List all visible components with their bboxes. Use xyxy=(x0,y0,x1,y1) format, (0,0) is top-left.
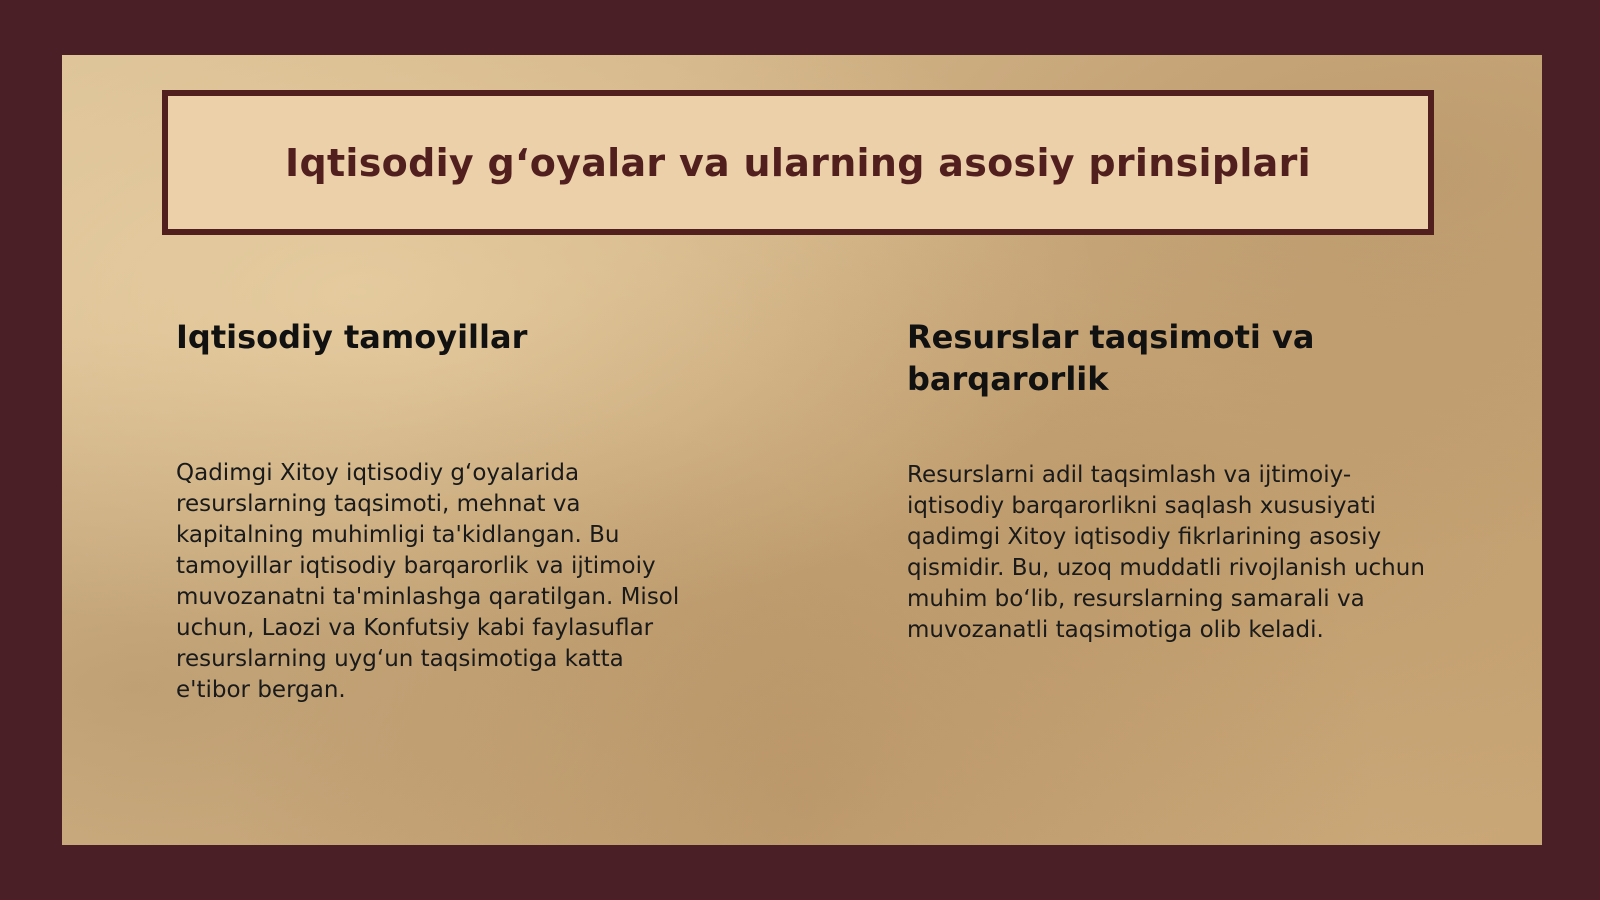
left-column-heading: Iqtisodiy tamoyillar xyxy=(176,318,528,356)
slide-canvas xyxy=(62,55,1542,845)
slide-title: Iqtisodiy g‘oyalar va ularning asosiy prinsiplari xyxy=(285,140,1311,185)
title-box xyxy=(162,90,1434,235)
right-column-heading: Resurslar taqsimoti va barqarorlik xyxy=(907,318,1315,398)
left-column-body: Qadimgi Xitoy iqtisodiy g‘oyalarida resurslarning taqsimoti, mehnat va kapitalning muhimligi ta'kidlangan. Bu tamoyillar iqtisodiy barqarorlik va ijtimoiy muvozanatni ta'minlashga qaratilgan. Misol uchun, Laozi va Konfutsiy kabi faylasuflar resurslarning uyg‘un taqsimotiga katta e'tibor bergan. xyxy=(176,460,680,703)
right-column-body: Resurslarni adil taqsimlash va ijtimoiy-iqtisodiy barqarorlikni saqlash xususiyati qadimgi Xitoy iqtisodiy fikrlarining asosiy qismidir. Bu, uzoq muddatli rivojlanish uchun muhim bo‘lib, resurslarning samarali va muvozanatli taqsimotiga olib keladi. xyxy=(907,462,1425,643)
